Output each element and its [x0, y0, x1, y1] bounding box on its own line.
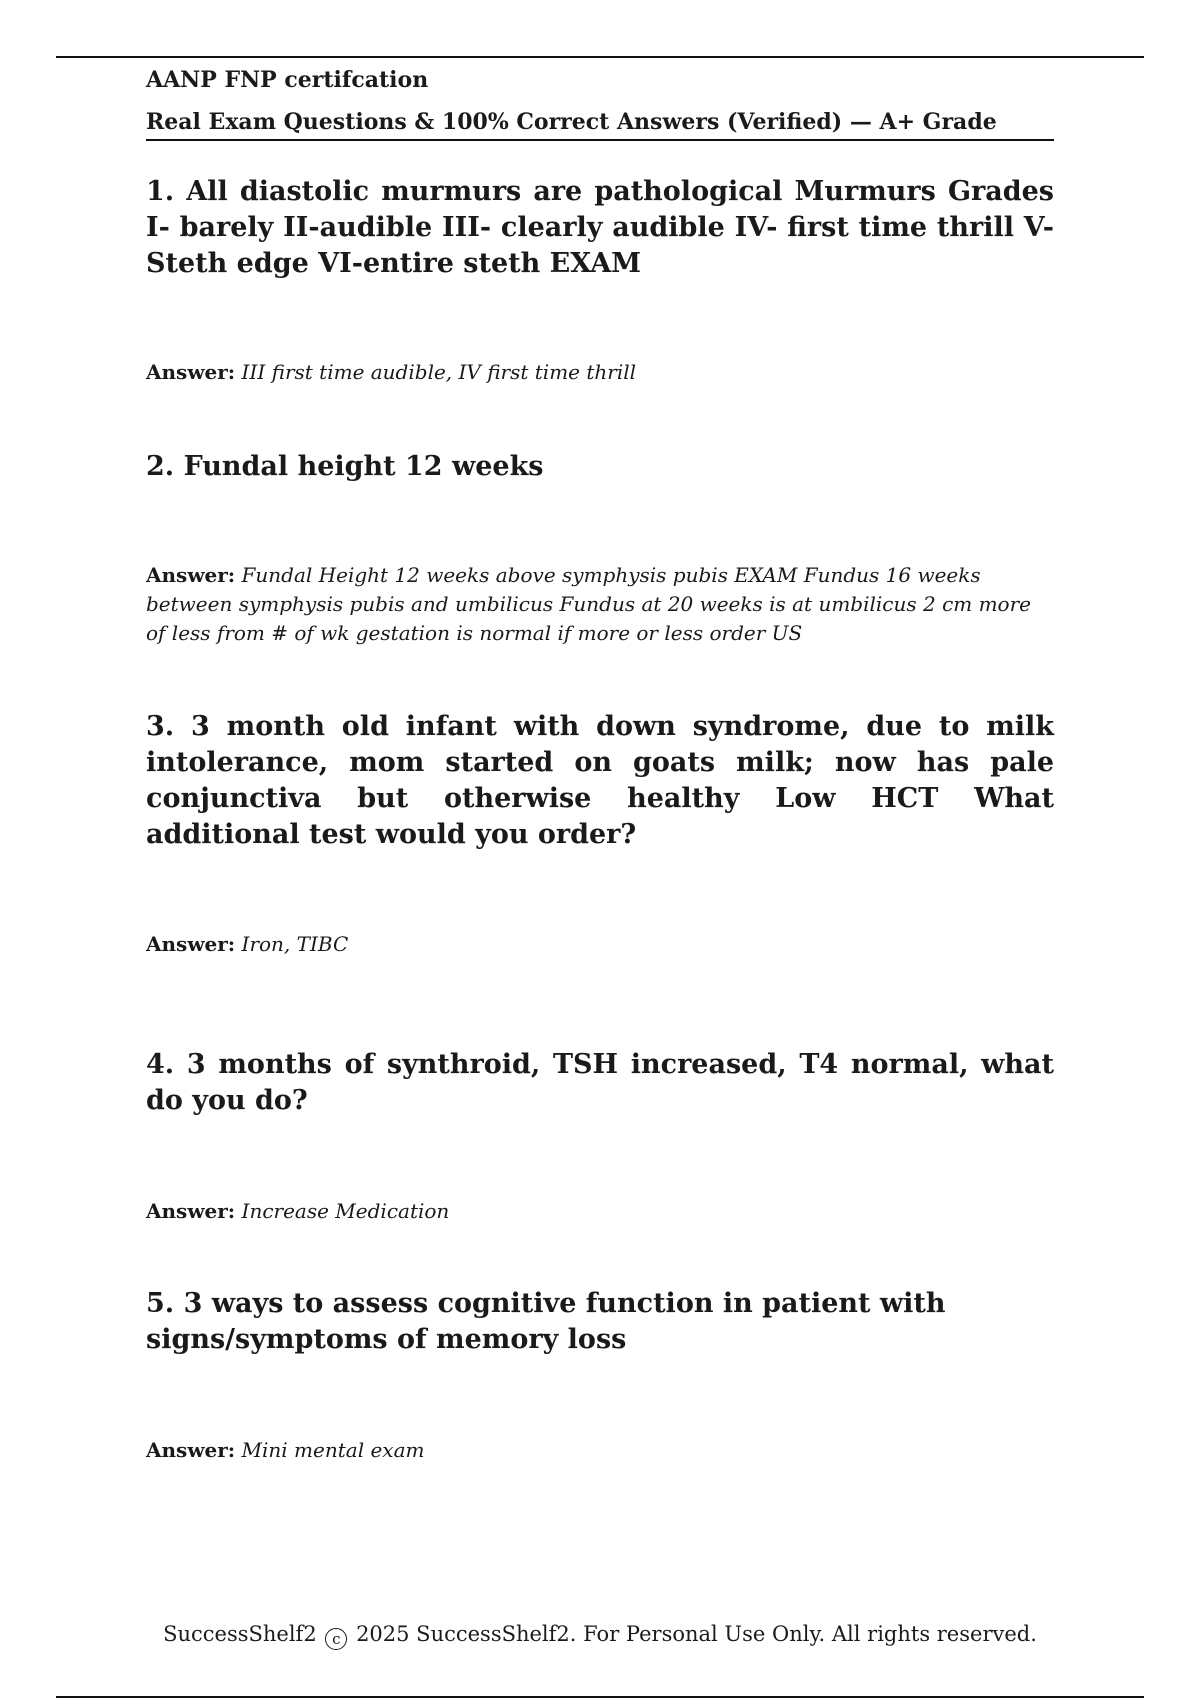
answer-label: Answer:	[146, 932, 236, 956]
answer-label: Answer:	[146, 1438, 236, 1462]
answer-text: Mini mental exam	[241, 1438, 425, 1462]
question-4	[146, 1047, 1054, 1119]
question-number: 3.	[146, 711, 175, 742]
question-1	[146, 174, 1054, 282]
question-3	[146, 709, 1054, 853]
qa-item-4	[146, 1047, 1054, 1119]
footer-brand: SuccessShelf2	[163, 1622, 317, 1646]
answer-block-4	[146, 1197, 1054, 1226]
answer-label: Answer:	[146, 1199, 236, 1223]
answer-label: Answer:	[146, 563, 236, 587]
footer-text: 2025 SuccessShelf2. For Personal Use Only. All rights reserved.	[356, 1622, 1037, 1646]
answer-block-2	[146, 561, 1054, 648]
answer-text: Fundal Height 12 weeks above symphysis pubis EXAM Fundus 16 weeks between symphysis pubis and umbilicus Fundus at 20 weeks is at umbilicus 2 cm more of less from # of wk gestation is normal if more or less order US	[146, 563, 1031, 645]
answer-label: Answer:	[146, 360, 236, 384]
answer-block-3	[146, 930, 1054, 959]
answer-block-1	[146, 358, 1054, 387]
answer-text: Iron, TIBC	[241, 932, 349, 956]
answer-1	[146, 358, 1054, 387]
answer-block-5	[146, 1436, 1054, 1465]
question-text: 3 ways to assess cognitive function in patient with signs/symptoms of memory loss	[146, 1288, 946, 1355]
question-number: 4.	[146, 1049, 175, 1080]
qa-item-2	[146, 449, 1054, 485]
top-rule	[56, 56, 1144, 58]
answer-4	[146, 1197, 1054, 1226]
qa-item-3	[146, 709, 1054, 853]
question-number: 1.	[146, 176, 175, 207]
question-number: 2.	[146, 451, 175, 482]
qa-item-1	[146, 174, 1054, 282]
document-subtitle: Real Exam Questions & 100% Correct Answers (Verified) — A+ Grade	[146, 108, 1054, 141]
question-text: Fundal height 12 weeks	[183, 451, 544, 482]
document-title: AANP FNP certifcation	[146, 67, 429, 93]
answer-5	[146, 1436, 1054, 1465]
qa-item-5	[146, 1286, 1116, 1358]
question-5	[146, 1286, 1116, 1358]
answer-3	[146, 930, 1054, 959]
page-header	[146, 66, 1054, 141]
question-text: 3 month old infant with down syndrome, due to milk intolerance, mom started on goats milk; now has pale conjunctiva but otherwise healthy Low HCT What additional test would you order?	[146, 711, 1054, 850]
question-text: All diastolic murmurs are pathological Murmurs Grades I- barely II-audible III- clearly audible IV- first time thrill V-Steth edge VI-entire steth EXAM	[146, 176, 1054, 279]
answer-2	[146, 561, 1054, 648]
question-2	[146, 449, 1054, 485]
copyright-icon: c	[325, 1628, 347, 1650]
page-footer	[0, 1620, 1200, 1650]
question-text: 3 months of synthroid, TSH increased, T4 normal, what do you do?	[146, 1049, 1055, 1116]
answer-text: Increase Medication	[241, 1199, 450, 1223]
bottom-rule	[56, 1696, 1144, 1698]
answer-text: III first time audible, IV first time thrill	[241, 360, 637, 384]
question-number: 5.	[146, 1288, 175, 1319]
